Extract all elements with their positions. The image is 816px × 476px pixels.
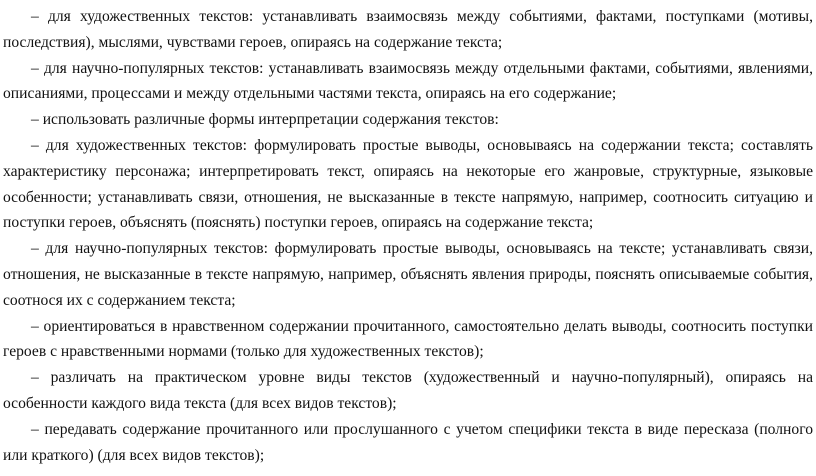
paragraph-artistic-relations: – для художественных текстов: устанавливать взаимосвязь между событиями, фактами, поступками (мотивы, последствия), мыслями, чувствами героев, опираясь на содержание текста; [3, 8, 813, 51]
paragraph-interpretation-forms: – использовать различные формы интерпретации содержания текстов: [31, 111, 499, 129]
paragraph-artistic-conclusions: – для художественных текстов: формулировать простые выводы, основываясь на содержании текста; составлять характеристику персонажа; интерпретировать текст, опираясь на некоторые его жанровые, структурные, языковые особенности; устанавливать связи, отношения, не высказанные в тексте напрямую, например, соотносить ситуацию и поступки героев, объяснять (пояснять) поступки героев, опираясь на содержание текста; [3, 136, 813, 232]
paragraph-moral-content: – ориентироваться в нравственном содержании прочитанного, самостоятельно делать выводы, соотносить поступки героев с нравственными нормами (только для художественных текстов); [3, 317, 813, 361]
paragraph-retelling: – передавать содержание прочитанного или прослушанного с учетом специфики текста в виде пересказа (полного или краткого) (для всех видов текстов); [3, 420, 813, 464]
paragraph-text-types: – различать на практическом уровне виды текстов (художественный и научно-популярный), опираясь на особенности каждого вида текста (для всех видов текстов); [3, 369, 813, 412]
paragraph-popular-relations: – для научно-популярных текстов: устанавливать взаимосвязь между отдельными фактами, событиями, явлениями, описаниями, процессами и между отдельными частями текста, опираясь на его содержание; [3, 59, 813, 103]
paragraph-popular-conclusions: – для научно-популярных текстов: формулировать простые выводы, основываясь на тексте; устанавливать связи, отношения, не высказанные в тексте напрямую, например, объяснять явления природы, пояснять описываемые события, соотнося их с содержанием текста; [3, 240, 813, 309]
